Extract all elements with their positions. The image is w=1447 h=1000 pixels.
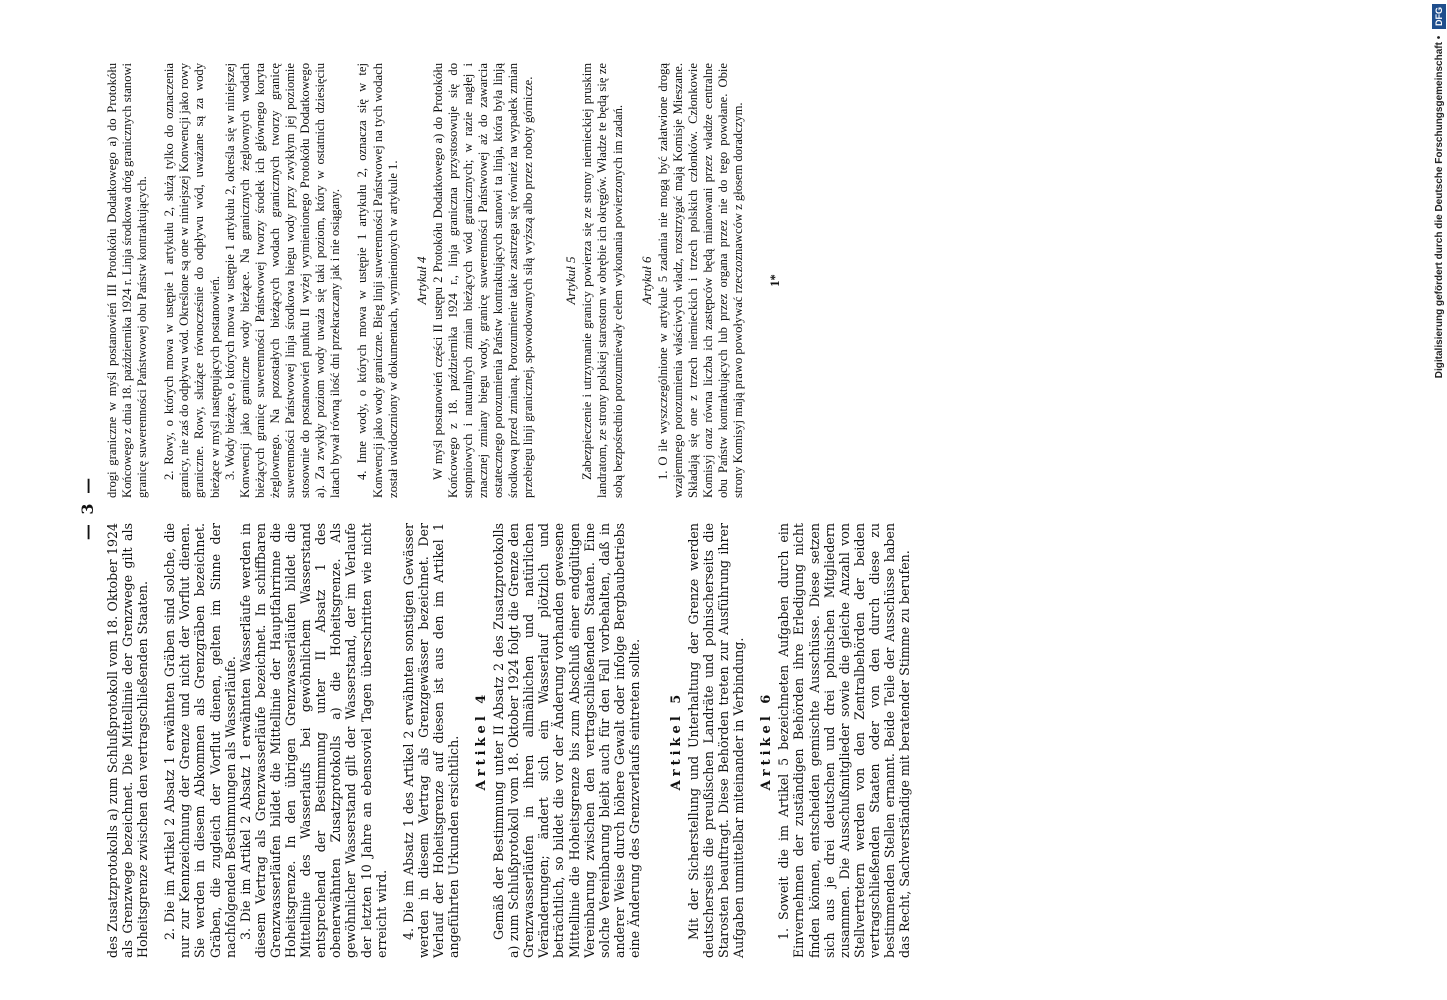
article-heading: Artikel 5 [669,690,684,791]
paragraph: W myśl postanowień części II ustępu 2 Protokółu Dodatkowego a) do Protokółu Końcowego z 18. października 1924 r., linja graniczna przystosowuje się do stopniowych i naturalnych zmian bieżących wód granicznych; w razie nagłej i znacznej zmiany biegu wody, granicę suwerenności Państwowej aż do zawarcia ostatecznego porozumienia Państw kontraktujących stanowi ta linja, która była linją środkową przed zmianą. Porozumienie takie zastrzega się również na wypadek zmian przebiegu linji granicznej, spowodowanych siłą wyższą albo przez roboty górnicze. [430,63,536,498]
paragraph: 4. Inne wody, o których mowa w ustępie 1 artykułu 2, oznacza się w tej Konwencji jako wody graniczne. Bieg linji suwerenności Państwowej na tych wodach został uwidoczniony w dokumentach, wymienionych w artykule 1. [355,63,400,498]
german-column [105,523,912,958]
digitization-note [1432,0,1446,1000]
document-page [77,58,913,958]
article-heading: Artykuł 6 [638,256,654,305]
page-number: — 3 — [78,475,97,541]
paragraph: 1. O ile wyszczególnione w artykule 5 zadania nie mogą być załatwione drogą wzajemnego porozumienia właściwych władz, rozstrzygać mają Komisje Mieszane. Składają się one z trzech niemieckich i trzech polskich członków. Członkowie Komisyj oraz równa liczba ich zastępców będą mianowani przez władze centralne obu Państw kontraktujących lub przez organa przez nie do tego powołane. Obie strony Komisyj mają prawo powoływać rzeczoznawców z głosem doradczym. [655,63,746,498]
paragraph: 2. Rowy, o których mowa w ustępie 1 artykułu 2, służą tylko do oznaczenia granicy, nie zaś do odpływu wód. Określone są one w niniejszej Konwencji jako rowy graniczne. Rowy, służące równocześnie do odpływu wód, uważane są za wody bieżące w myśl następujących postanowień. [162,63,222,498]
paragraph: des Zusatzprotokolls a) zum Schlußprotokoll vom 18. Oktober 1924 als Grenzwege bezeichnet. Die Mittellinie der Grenzwege gilt als Hoheitsgrenze zwischen den vertragschließenden Staaten. [105,523,151,958]
signature-mark: 1* [768,274,783,287]
article-heading: Artykuł 5 [563,256,579,305]
paragraph: 4. Die im Absatz 1 des Artikel 2 erwähnten sonstigen Gewässer werden in diesem Vertrag als Grenzgewässer bezeichnet. Der Verlauf der Hoheitsgrenze auf diesen ist aus den im Artikel 1 angeführten Urkunden ersichtlich. [400,523,461,958]
paragraph: Mit der Sicherstellung und Unterhaltung der Grenze werden deutscherseits die preußischen Landräte und polnischerseits die Starosten beauftragt. Diese Behörden treten zur Ausführung ihrer Aufgaben unmittelbar miteinander in Verbindung. [686,523,747,958]
article-heading: Artikel 4 [474,690,490,791]
paragraph: 3. Die im Artikel 2 Absatz 1 erwähnten Wasserläufe werden in diesem Vertrag als Grenzwasserläufe bezeichnet. In schiffbaren Grenzwasserläufen bildet die Mittellinie der Hauptfahrrinne die Hoheitsgrenze. In den übrigen Grenzwasserläufen bildet die Mittellinie des Wasserlaufs bei gewöhnlichem Wasserstand entsprechend der Bestimmung unter II Absatz 1 des obenerwähnten Zusatzprotokolls a) die Hoheitsgrenze. Als gewöhnlicher Wasserstand gilt der Wasserstand, der im Verlaufe der letzten 10 Jahre an ebensoviel Tagen überschritten wie nicht erreicht wird. [237,523,389,958]
article-heading: Artikel 6 [759,690,775,791]
paragraph: Zabezpieczenie i utrzymanie granicy powierza się ze strony niemieckiej pruskim landratom, ze strony polskiej starostom w obrębie ich okręgów. Władze te będą się ze sobą bezpośrednio porozumiewały celem wykonania powierzonych im zadań. [580,63,625,498]
paragraph: 1. Soweit die im Artikel 5 bezeichneten Aufgaben durch ein Einvernehmen der zuständigen Behörden ihre Erledigung nicht finden können, entscheiden gemischte Ausschüsse. Diese setzen sich aus je drei deutschen und drei polnischen Mitgliedern zusammen. Die Ausschußmitglieder sowie die gleiche Anzahl von Stellvertretern werden von den Zentralbehörden der beiden vertragschließenden Staaten oder von den durch diese zu bestimmenden Stellen ernannt. Beide Teile der Ausschüsse haben das Recht, Sachverständige mit beratender Stimme zu berufen. [776,523,913,958]
dfg-logo: DFG [1432,4,1446,29]
paragraph: 2. Die im Artikel 2 Absatz 1 erwähnten Gräben sind solche, die nur zur Kennzeichnung der Grenze und nicht der Vorflut dienen. Sie werden in diesem Abkommen als Grenzgräben bezeichnet. Gräben, die zugleich der Vorflut dienen, gelten im Sinne der nachfolgenden Bestimmungen als Wasserläufe. [162,523,238,958]
paragraph: Gemäß der Bestimmung unter II Absatz 2 des Zusatzprotokolls a) zum Schlußprotokoll vom 18. Oktober 1924 folgt die Grenze den Grenzwasserläufen in ihren allmählichen und natürlichen Veränderungen; ändert sich ein Wasserlauf plötzlich und beträchtlich, so bildet die vor der Änderung vorhanden gewesene Mittellinie die Hoheitsgrenze bis zum Abschluß einer endgültigen Vereinbarung zwischen den vertragschließenden Staaten. Eine solche Vereinbarung bleibt auch für den Fall vorbehalten, daß in anderer Weise durch höhere Gewalt oder infolge Bergbaubetriebs eine Änderung des Grenzverlaufs eintreten sollte. [491,523,642,958]
digitization-text: Digitalisierung gefördert durch die Deutsche Forschungsgemeinschaft • [1434,35,1445,379]
article-heading: Artykuł 4 [413,256,429,305]
paragraph: drogi graniczne w myśl postanowień III Protokółu Dodatkowego a) do Protokółu Końcowego z dnia 18. października 1924 r. Linja środkowa dróg granicznych stanowi granicę suwerenności Państwowej obu Państw kontraktujących. [105,63,150,498]
polish-column [105,63,783,498]
paragraph: 3. Wody bieżące, o których mowa w ustępie 1 artykułu 2, określa się w niniejszej Konwencji jako graniczne wody bieżące. Na granicznych żeglownych wodach bieżących granicę suwerenności Państwowej tworzy środek ich głównego koryta żeglownego. Na pozostałych bieżących wodach granicznych tworzy granicę suwerenności Państwowej linja środkowa biegu wody przy zwykłym jej poziomie stosownie do postanowień punktu II wyżej wymienionego Protokółu Dodatkowego a). Za zwykły poziom wody uważa się taki poziom, który w ostatnich dziesięciu latach bywał równą ilość dni przekraczany jak i nie osiągany. [222,63,343,498]
